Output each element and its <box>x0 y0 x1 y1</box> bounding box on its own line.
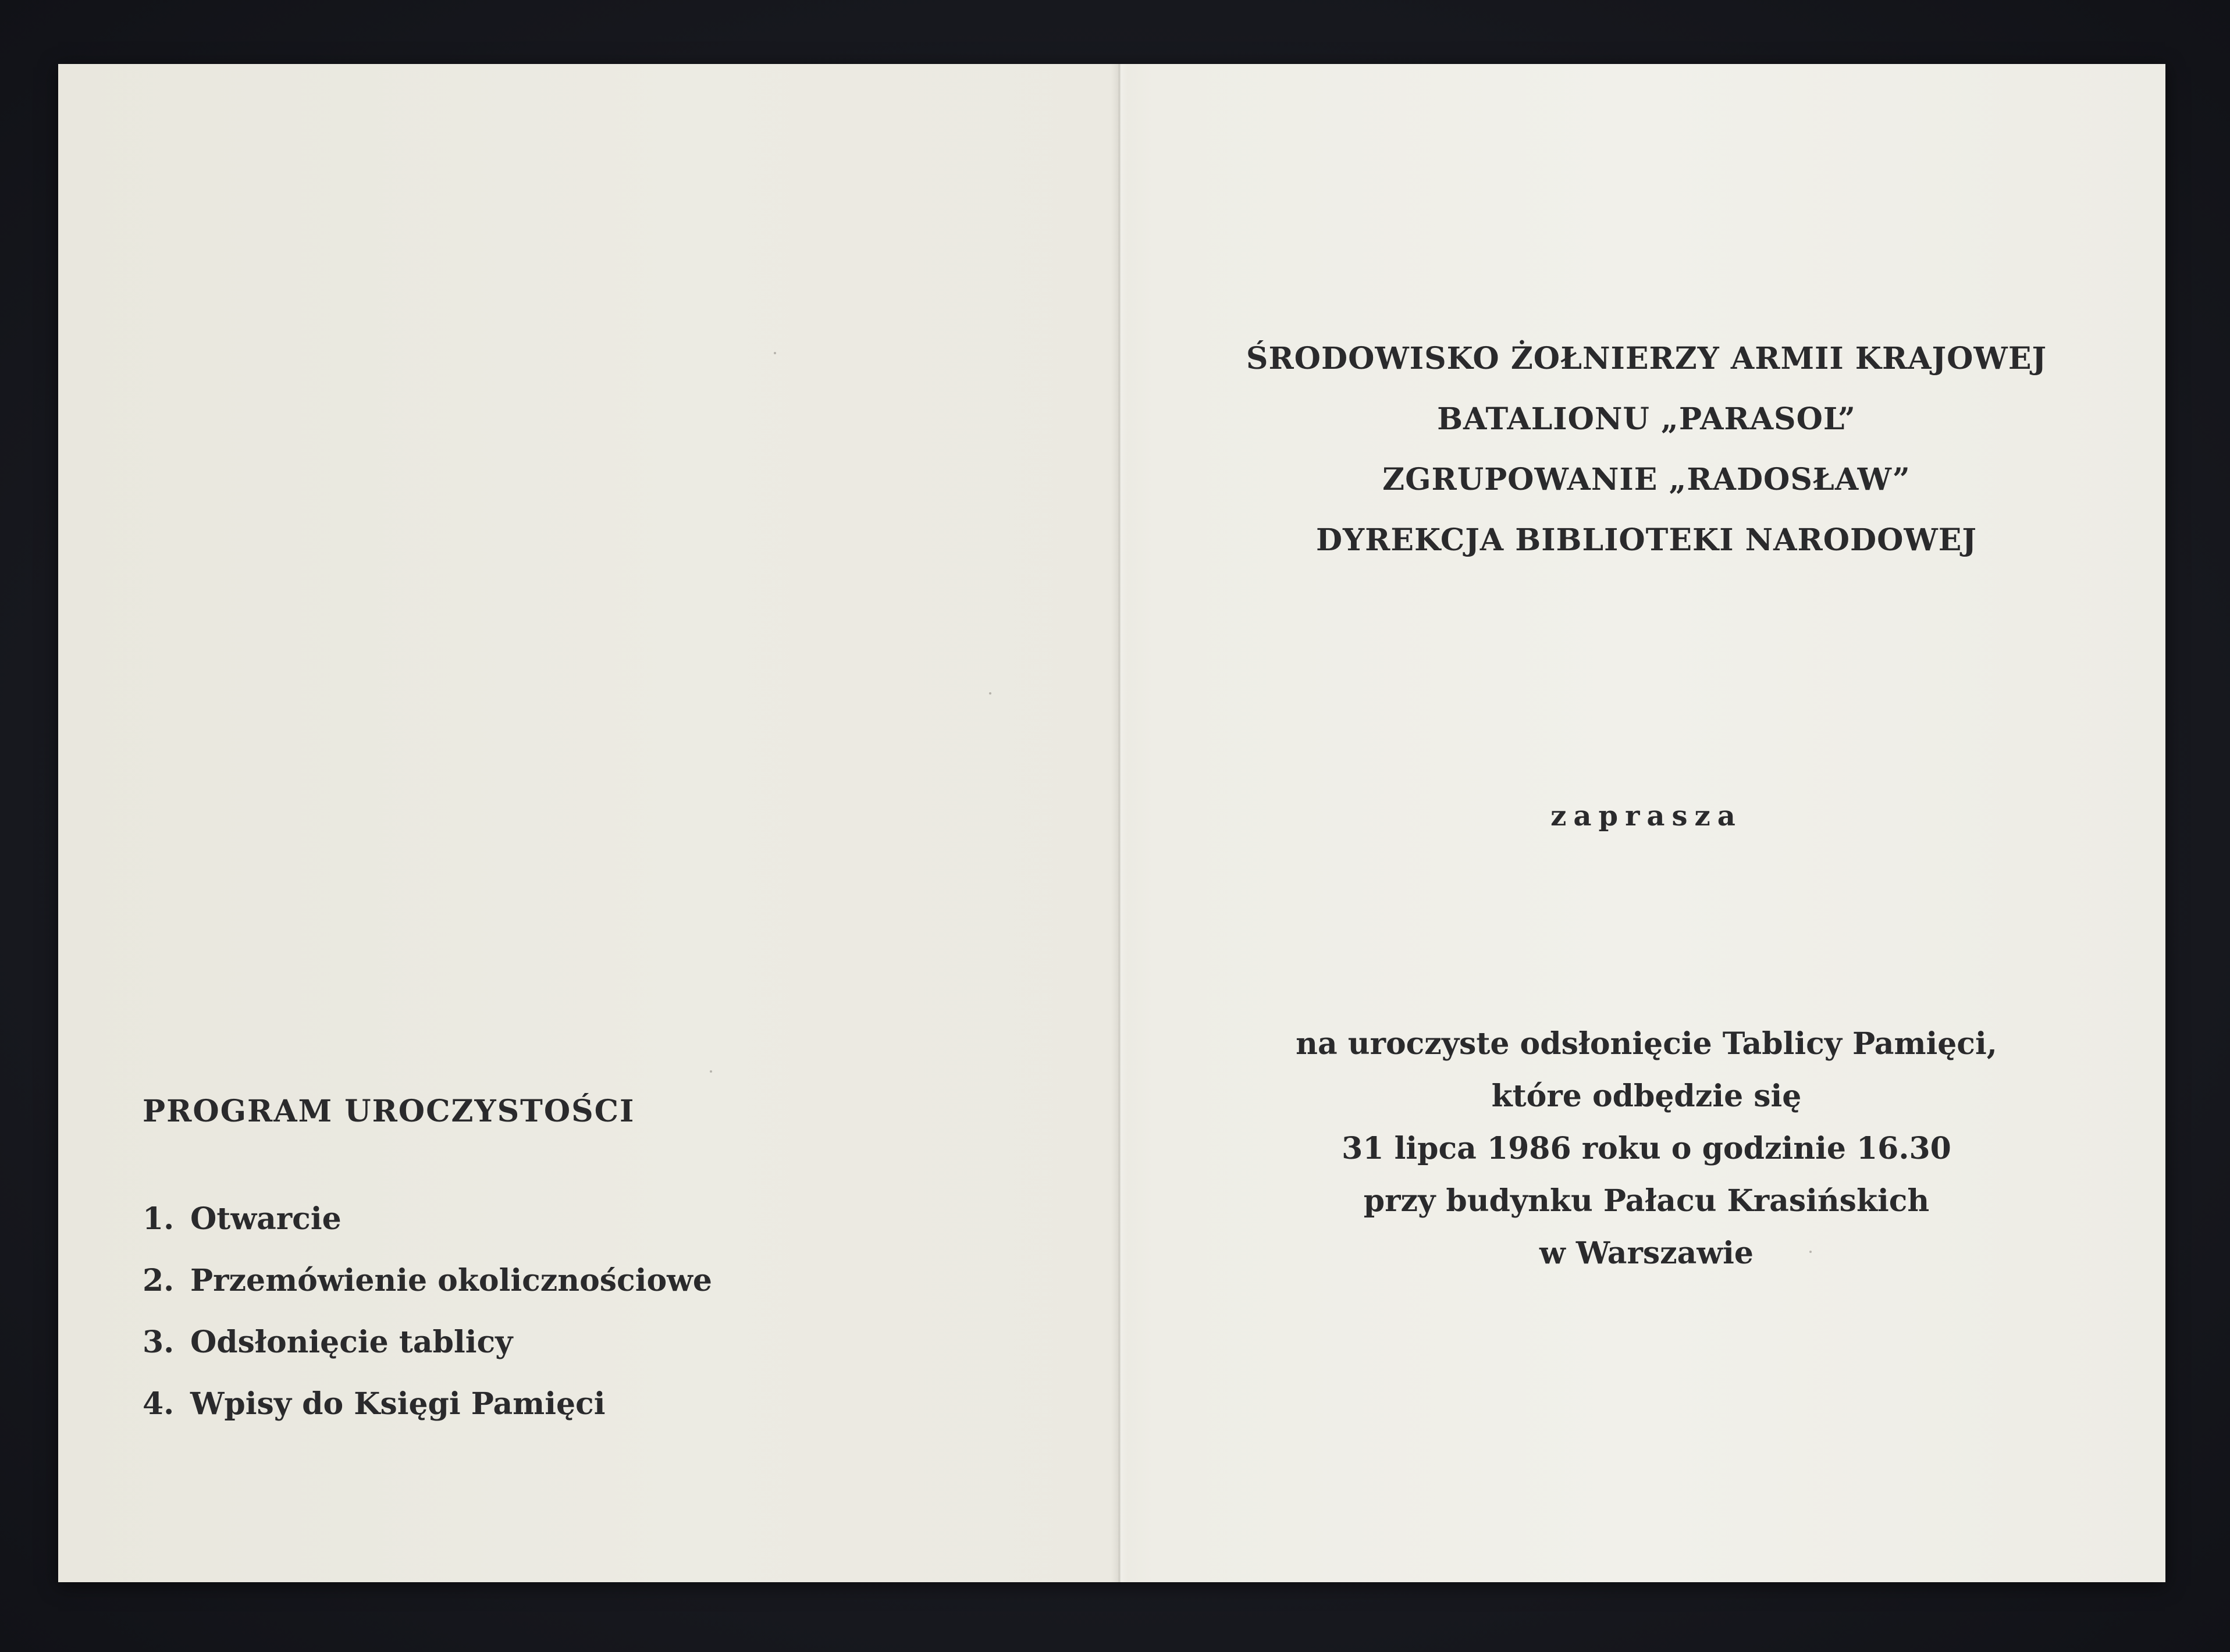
program-item-number: 4. <box>143 1386 175 1422</box>
left-page <box>58 64 1111 1582</box>
event-line: które odbędzie się <box>1491 1078 1802 1114</box>
program-item-number: 3. <box>143 1325 175 1360</box>
event-line: w Warszawie <box>1539 1236 1754 1271</box>
program-title: PROGRAM UROCZYSTOŚCI <box>143 1094 635 1129</box>
organizers-block <box>1128 329 2165 571</box>
event-line: przy budynku Pałacu Krasińskich <box>1363 1183 1930 1219</box>
program-item <box>143 1201 712 1263</box>
organizer-line: DYREKCJA BIBLIOTEKI NARODOWEJ <box>1315 522 1978 558</box>
program-item-text: Otwarcie <box>190 1201 342 1237</box>
program-item-number: 1. <box>143 1201 175 1237</box>
invites-word: zaprasza <box>1550 800 1742 832</box>
center-fold <box>1111 64 1128 1582</box>
program-item-text: Wpisy do Księgi Pamięci <box>190 1386 606 1422</box>
organizer-line: ŚRODOWISKO ŻOŁNIERZY ARMII KRAJOWEJ <box>1246 341 2047 376</box>
organizer-line: BATALIONU „PARASOL” <box>1437 401 1856 437</box>
program-item-text: Odsłonięcie tablicy <box>190 1325 513 1360</box>
right-page <box>1128 64 2165 1582</box>
program-item-text: Przemówienie okolicznościowe <box>190 1263 712 1298</box>
organizer-line: ZGRUPOWANIE „RADOSŁAW” <box>1382 462 1911 497</box>
invitation-card <box>58 64 2165 1582</box>
program-list <box>143 1201 712 1448</box>
program-item <box>143 1325 712 1386</box>
program-item-number: 2. <box>143 1263 175 1298</box>
program-item <box>143 1263 712 1325</box>
event-line: 31 lipca 1986 roku o godzinie 16.30 <box>1342 1131 1951 1166</box>
program-item <box>143 1386 712 1448</box>
event-details <box>1128 1018 2165 1280</box>
event-line: na uroczyste odsłonięcie Tablicy Pamięci, <box>1296 1026 1997 1062</box>
